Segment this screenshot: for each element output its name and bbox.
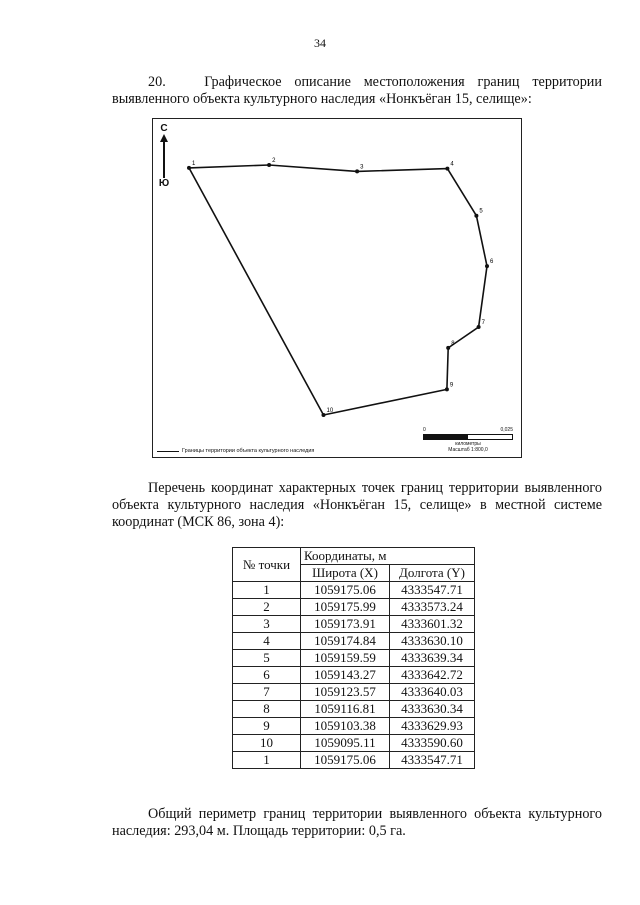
section-title: Графическое описание местоположения границ территории выявленного объекта культурного наследия «Нонкъёган 15, селище»: <box>112 74 602 107</box>
cell-point-number: 8 <box>233 701 301 718</box>
boundary-point-label: 6 <box>490 259 494 266</box>
cell-latitude: 1059123.57 <box>301 684 390 701</box>
cell-longitude: 4333639.34 <box>390 650 475 667</box>
boundary-map-canvas <box>153 119 521 457</box>
table-row <box>233 684 475 701</box>
scale-tick-start: 0 <box>423 427 426 433</box>
boundary-point-marker <box>485 264 489 268</box>
cell-longitude: 4333601.32 <box>390 616 475 633</box>
boundary-point-marker <box>477 325 481 329</box>
cell-point-number: 1 <box>233 582 301 599</box>
cell-point-number: 10 <box>233 735 301 752</box>
scale-bar-graphic <box>423 434 513 440</box>
cell-latitude: 1059103.38 <box>301 718 390 735</box>
boundary-map <box>152 118 522 458</box>
arrow-up-icon <box>160 134 168 142</box>
boundary-point-label: 3 <box>360 164 364 171</box>
cell-point-number: 4 <box>233 633 301 650</box>
table-row <box>233 616 475 633</box>
cell-latitude: 1059173.91 <box>301 616 390 633</box>
perimeter-summary <box>112 806 602 840</box>
cell-longitude: 4333629.93 <box>390 718 475 735</box>
boundary-point-label: 1 <box>192 160 196 167</box>
compass-stem <box>163 142 165 178</box>
boundary-point-label: 9 <box>449 382 454 389</box>
boundary-point-marker <box>445 387 449 391</box>
scale-label: Масштаб 1:800,0 <box>448 447 488 453</box>
header-point-number: № точки <box>233 548 301 582</box>
table-row <box>233 667 475 684</box>
compass-north-label: С <box>160 123 168 134</box>
scale-tick-end: 0,025 <box>500 427 513 433</box>
scale-units: километры <box>455 441 481 447</box>
cell-point-number: 6 <box>233 667 301 684</box>
cell-latitude: 1059143.27 <box>301 667 390 684</box>
cell-point-number: 2 <box>233 599 301 616</box>
north-arrow <box>157 123 171 189</box>
boundary-point-marker <box>187 166 191 170</box>
cell-point-number: 1 <box>233 752 301 769</box>
table-row <box>233 701 475 718</box>
cell-longitude: 4333630.10 <box>390 633 475 650</box>
legend-line-swatch <box>157 451 179 452</box>
cell-latitude: 1059095.11 <box>301 735 390 752</box>
cell-latitude: 1059174.84 <box>301 633 390 650</box>
cell-longitude: 4333640.03 <box>390 684 475 701</box>
cell-latitude: 1059175.06 <box>301 582 390 599</box>
header-coordinates: Координаты, м <box>301 548 475 565</box>
cell-longitude: 4333630.34 <box>390 701 475 718</box>
boundary-point-label: 8 <box>451 340 455 347</box>
boundary-point-label: 4 <box>450 161 454 168</box>
boundary-point-marker <box>446 346 450 350</box>
table-row <box>233 633 475 650</box>
header-latitude: Широта (X) <box>301 565 390 582</box>
table-header-row <box>233 548 475 565</box>
header-longitude: Долгота (Y) <box>390 565 475 582</box>
table-row <box>233 735 475 752</box>
cell-longitude: 4333547.71 <box>390 752 475 769</box>
boundary-point-label: 10 <box>326 408 334 414</box>
boundary-polygon <box>189 165 487 415</box>
cell-point-number: 3 <box>233 616 301 633</box>
cell-latitude: 1059116.81 <box>301 701 390 718</box>
section-number: 20. <box>148 74 166 90</box>
table-row <box>233 582 475 599</box>
cell-latitude: 1059175.99 <box>301 599 390 616</box>
map-legend <box>157 448 314 454</box>
summary-text: Общий периметр границ территории выявленного объекта культурного наследия: 293,04 м. Площадь территории: 0,5 га. <box>112 806 602 839</box>
boundary-point-label: 7 <box>481 320 485 326</box>
cell-longitude: 4333642.72 <box>390 667 475 684</box>
boundary-point-marker <box>445 167 449 171</box>
boundary-point-marker <box>267 163 271 167</box>
boundary-point-marker <box>474 214 478 218</box>
boundary-point-marker <box>355 169 359 173</box>
cell-longitude: 4333590.60 <box>390 735 475 752</box>
cell-latitude: 1059175.06 <box>301 752 390 769</box>
intro-text: Перечень координат характерных точек границ территории выявленного объекта культурного наследия «Нонкъёган 15, селище» в местной системе координат (МСК 86, зона 4): <box>112 480 602 530</box>
boundary-point-label: 5 <box>479 208 483 215</box>
cell-point-number: 9 <box>233 718 301 735</box>
cell-point-number: 7 <box>233 684 301 701</box>
table-row <box>233 752 475 769</box>
boundary-point-label: 2 <box>272 158 276 164</box>
boundary-point-marker <box>322 413 326 417</box>
cell-point-number: 5 <box>233 650 301 667</box>
scale-bar <box>423 427 513 453</box>
coordinates-table <box>232 547 475 769</box>
legend-label: Границы территории объекта культурного наследия <box>182 448 315 454</box>
cell-longitude: 4333547.71 <box>390 582 475 599</box>
coordinates-intro <box>112 480 602 531</box>
table-row <box>233 599 475 616</box>
cell-latitude: 1059159.59 <box>301 650 390 667</box>
table-row <box>233 650 475 667</box>
page-number: 34 <box>314 36 326 50</box>
table-row <box>233 718 475 735</box>
section-heading <box>112 74 602 108</box>
cell-longitude: 4333573.24 <box>390 599 475 616</box>
compass-south-label: Ю <box>158 178 170 189</box>
